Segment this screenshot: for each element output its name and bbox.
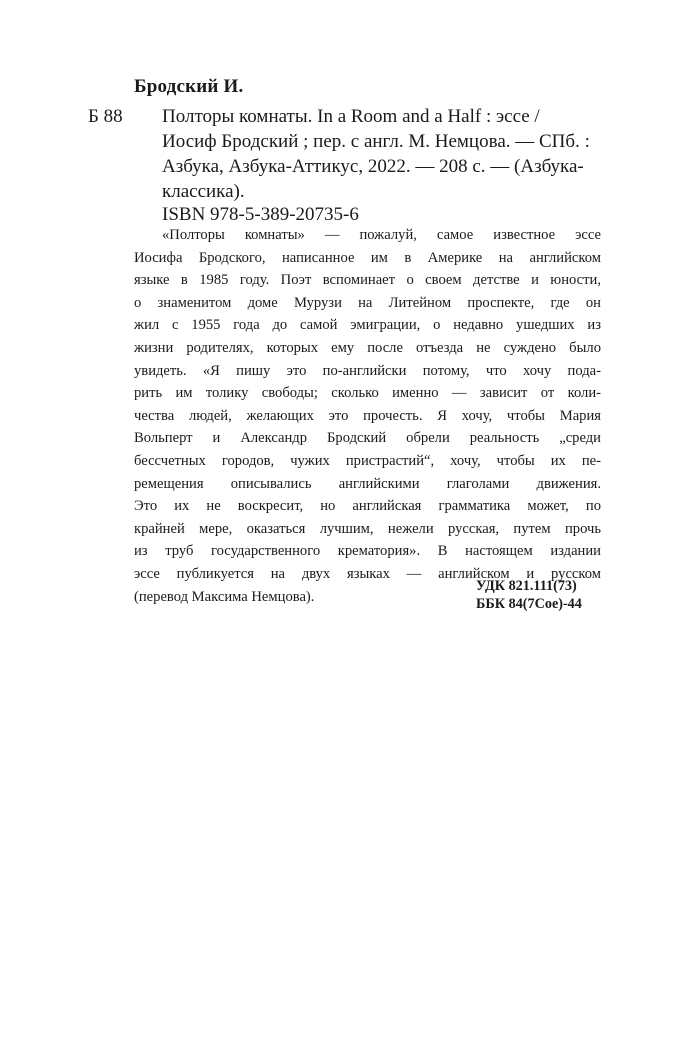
annotation-line: о знаменитом доме Мурузи на Литейном проспекте, где он xyxy=(134,294,601,311)
annotation-line: чества людей, желающих это прочесть. Я хочу, чтобы Мария xyxy=(134,407,601,424)
description-line: Полторы комнаты. In a Room and a Half : эссе / xyxy=(162,106,540,127)
annotation-line: из труб государственного крематория». В настоящем издании xyxy=(134,543,601,560)
bbk-index: ББК 84(7Сое)-44 xyxy=(476,596,582,612)
annotation-line: ремещения описывались английскими глаголами движения. xyxy=(134,475,601,492)
classification-indices xyxy=(476,577,582,613)
udk-index: УДК 821.111(73) xyxy=(476,578,577,594)
description-line: классика). xyxy=(162,181,245,202)
isbn-number: ISBN 978-5-389-20735-6 xyxy=(162,204,359,225)
description-line: Иосиф Бродский ; пер. с англ. М. Немцова. — СПб. : xyxy=(162,131,590,152)
bibliographic-description xyxy=(162,104,602,204)
annotation-line: Иосифа Бродского, написанное им в Америке на английском xyxy=(134,249,601,266)
annotation-text xyxy=(134,224,601,608)
author-heading: Бродский И. xyxy=(134,76,244,97)
annotation-line: жизни родителях, которых ему после отъезда не суждено было xyxy=(134,339,601,356)
author-sign-code: Б 88 xyxy=(88,106,123,127)
annotation-line: языке в 1985 году. Поэт вспоминает о своем детстве и юности, xyxy=(134,272,601,289)
annotation-line: «Полторы комнаты» — пожалуй, самое известное эссе xyxy=(162,227,601,243)
annotation-line: Вольперт и Александр Бродский обрели реальность „среди xyxy=(134,430,601,447)
annotation-line: Это их не воскресит, но английская грамматика может, по xyxy=(134,498,601,515)
annotation-line: крайней мере, оказаться лучшим, нежели русская, путем прочь xyxy=(134,520,601,537)
annotation-line: жил с 1955 года до самой эмиграции, о недавно ушедших из xyxy=(134,317,601,334)
annotation-line: эссе публикуется на двух языках — английском и русском xyxy=(134,565,601,582)
annotation-line: увидеть. «Я пишу это по-английски потому, что хочу пода- xyxy=(134,362,601,379)
description-line: Азбука, Азбука-Аттикус, 2022. — 208 с. — (Азбука- xyxy=(162,156,584,177)
annotation-line: бессчетных городов, чужих пристрастий“, хочу, чтобы их пе- xyxy=(134,452,601,469)
annotation-line: (перевод Максима Немцова). xyxy=(134,588,315,605)
annotation-line: рить им толику свободы; сколько именно — зависит от коли- xyxy=(134,385,601,402)
